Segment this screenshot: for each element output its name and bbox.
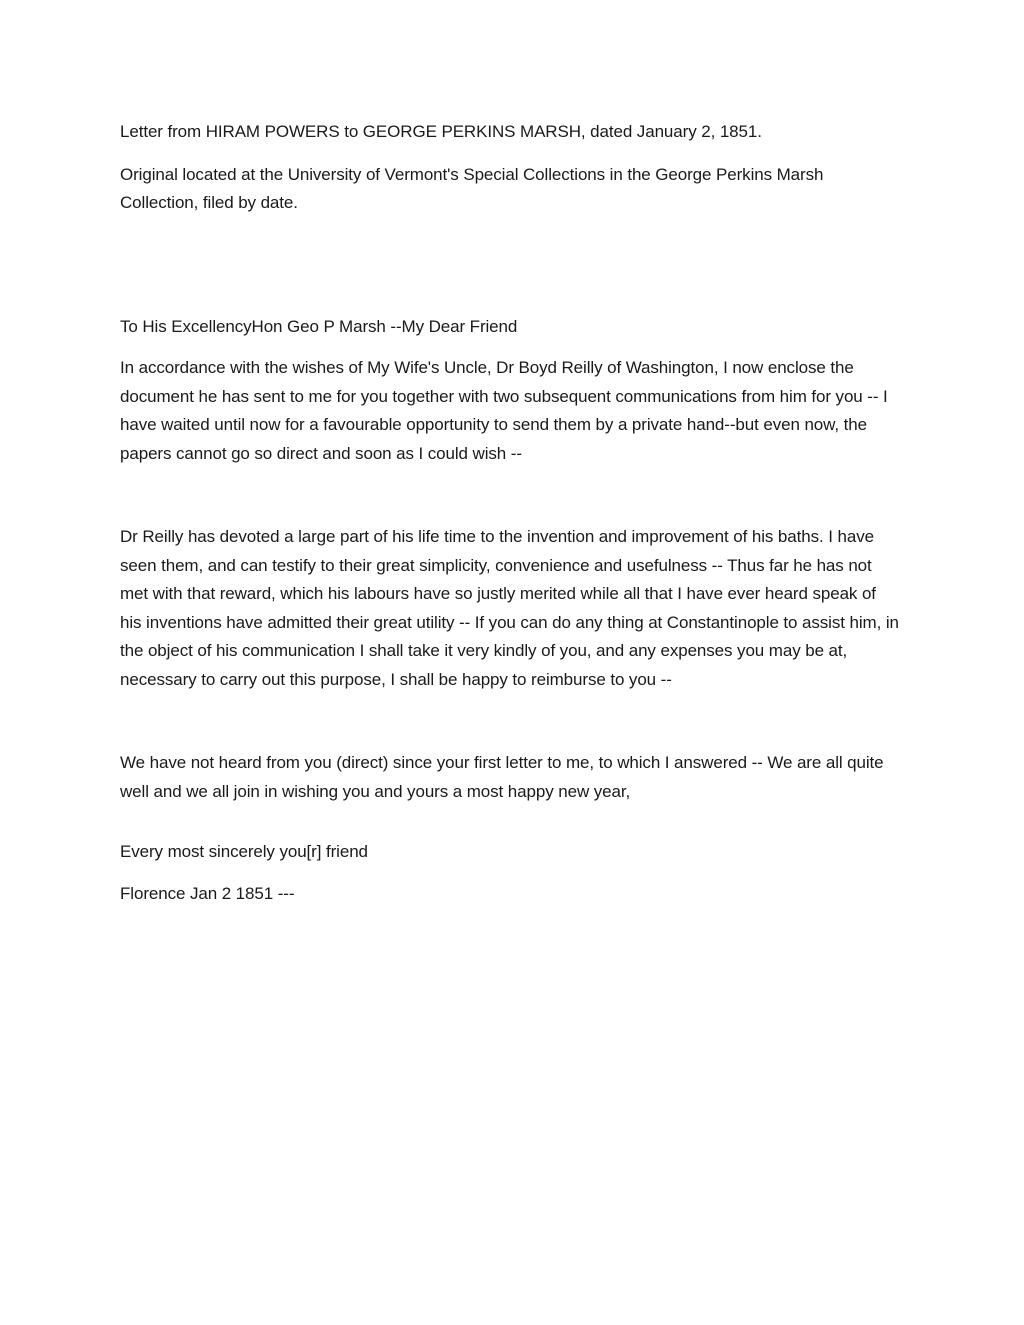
closing-line: Every most sincerely you[r] friend (120, 842, 368, 861)
body-paragraph: Dr Reilly has devoted a large part of his life time to the invention and improvement of his baths. I have seen them, and can testify to their great simplicity, convenience and usefulness -- Thus far he has not met with that reward, which his labours have so justly merited while all that I have ever heard speak of his inventions have admitted their great utility -- If you can do any thing at Constantinople to assist him, in the object of his communication I shall take it very kindly of you, and any expenses you may be at, necessary to carry out this purpose, I shall be happy to reimburse to you -- (120, 527, 899, 689)
body-paragraph: In accordance with the wishes of My Wife's Uncle, Dr Boyd Reilly of Washington, I now enclose the document he has sent to me for you together with two subsequent communications from him for you -- I have waited until now for a favourable opportunity to send them by a private hand--but even now, the papers cannot go so direct and soon as I could wish -- (120, 358, 888, 463)
source-note: Original located at the University of Vermont's Special Collections in the George Perkins Marsh Collection, filed by date. (120, 164, 824, 212)
salutation: To His ExcellencyHon Geo P Marsh --My Dear Friend (120, 316, 518, 336)
document-content (120, 118, 900, 908)
dateline: Florence Jan 2 1851 --- (120, 883, 295, 903)
body-paragraph: We have not heard from you (direct) since your first letter to me, to which I answered -- We are all quite well and we all join in wishing you and yours a most happy new year, (120, 753, 884, 801)
document-header: Letter from HIRAM POWERS to GEORGE PERKINS MARSH, dated January 2, 1851. (120, 122, 762, 141)
